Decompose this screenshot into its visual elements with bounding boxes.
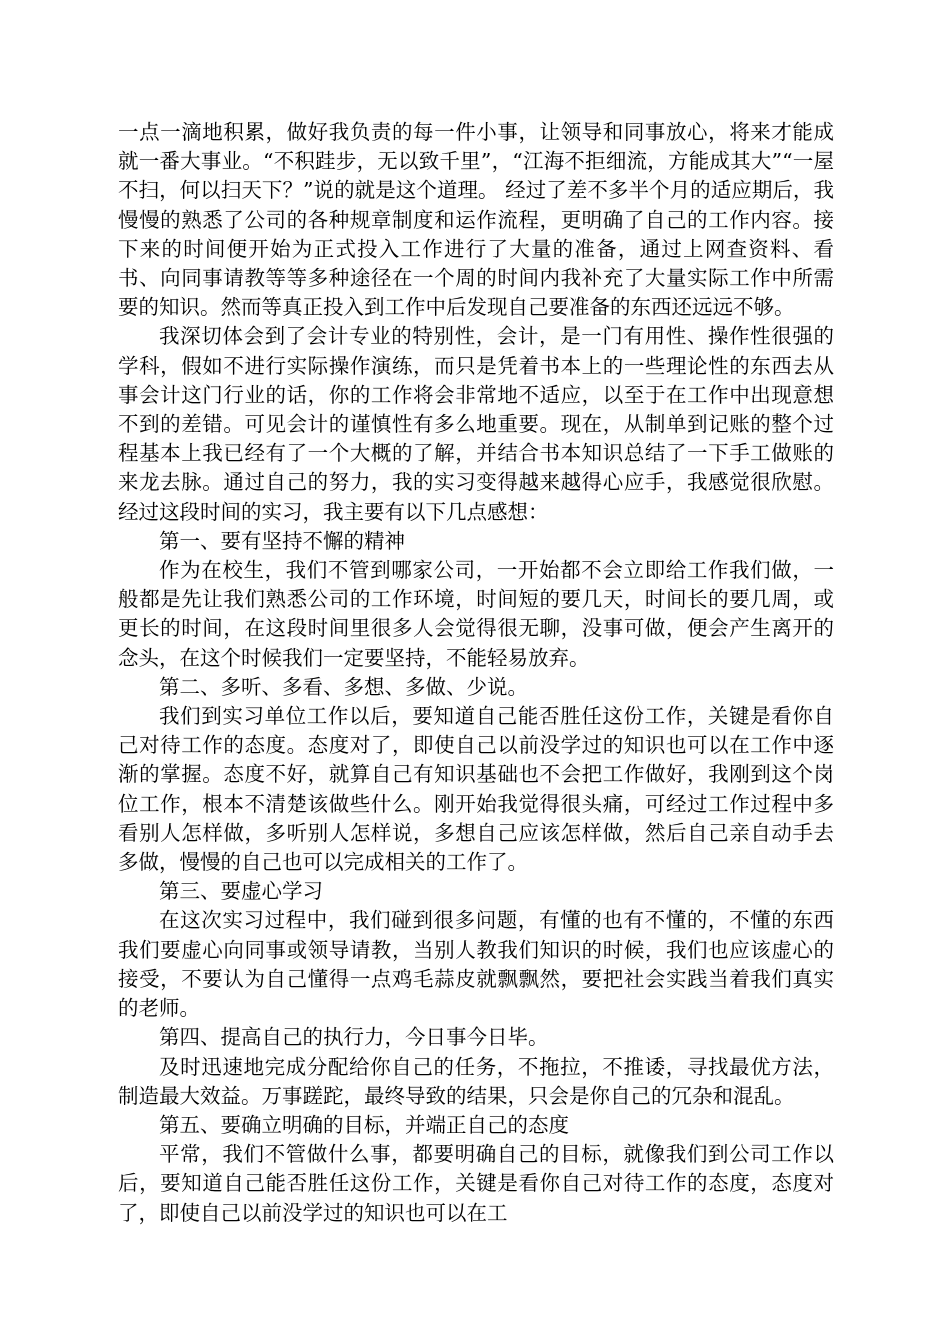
heading-point-1: 第一、要有坚持不懈的精神 xyxy=(159,528,405,553)
paragraph-intro: 一点一滴地积累，做好我负责的每一件小事，让领导和同事放心，将来才能成就一番大事业。“不积跬步，无以致千里”，“江海不拒细流，方能成其大”“一屋不扫，何以扫天下？”说的就是这个道理。 经过了差不多半个月的适应期后，我慢慢的熟悉了公司的各种规章制度和运作流程，更明确了自己的工作内容。接下来的时间便开始为正式投入工作进行了大量的准备，通过上网查资料、看书、向同事请教等等多种途径在一个周的时间内我补充了大量实际工作中所需要的知识。然而等真正投入到工作中后发现自己要准备的东西还远远不够。 xyxy=(118,120,834,320)
heading-point-5: 第五、要确立明确的目标，并端正自己的态度 xyxy=(159,1112,569,1137)
paragraph-point-5: 平常，我们不管做什么事，都要明确自己的目标，就像我们到公司工作以后，要知道自己能否胜任这份工作，关键是看你自己对待工作的态度，态度对了，即使自己以前没学过的知识也可以在工 xyxy=(118,1142,834,1225)
paragraph-point-2: 我们到实习单位工作以后，要知道自己能否胜任这份工作，关键是看你自己对待工作的态度。态度对了，即使自己以前没学过的知识也可以在工作中逐渐的掌握。态度不好，就算自己有知识基础也不会把工作做好，我刚到这个岗位工作，根本不清楚该做些什么。刚开始我觉得很头痛，可经过工作过程中多看别人怎样做，多听别人怎样说，多想自己应该怎样做，然后自己亲自动手去多做，慢慢的自己也可以完成相关的工作了。 xyxy=(118,704,834,875)
paragraph-point-3: 在这次实习过程中，我们碰到很多问题，有懂的也有不懂的，不懂的东西我们要虚心向同事或领导请教，当别人教我们知识的时候，我们也应该虚心的接受，不要认为自己懂得一点鸡毛蒜皮就飘飘然，要把社会实践当着我们真实的老师。 xyxy=(118,908,834,1021)
paragraph-point-1: 作为在校生，我们不管到哪家公司，一开始都不会立即给工作我们做，一般都是先让我们熟悉公司的工作环境，时间短的要几天，时间长的要几周，或更长的时间，在这段时间里很多人会觉得很无聊，没事可做，便会产生离开的念头，在这个时候我们一定要坚持，不能轻易放弃。 xyxy=(118,558,834,670)
heading-point-4: 第四、提高自己的执行力，今日事今日毕。 xyxy=(159,1025,549,1050)
paragraph-accounting-reflection: 我深切体会到了会计专业的特别性，会计，是一门有用性、操作性很强的学科，假如不进行实际操作演练，而只是凭着书本上的一些理论性的东西去从事会计这门行业的话，你的工作将会非常地不适应，以至于在工作中出现意想不到的差错。可见会计的谨慎性有多么地重要。现在，从制单到记账的整个过程基本上我已经有了一个大概的了解，并结合书本知识总结了一下手工做账的来龙去脉。通过自己的努力，我的实习变得越来越得心应手，我感觉很欣慰。经过这段时间的实习，我主要有以下几点感想： xyxy=(118,324,834,524)
heading-point-2: 第二、多听、多看、多想、多做、少说。 xyxy=(159,674,528,699)
paragraph-point-4: 及时迅速地完成分配给你自己的任务，不拖拉，不推诿，寻找最优方法，制造最大效益。万事蹉跎，最终导致的结果，只会是你自己的冗杂和混乱。 xyxy=(118,1054,834,1108)
heading-point-3: 第三、要虚心学习 xyxy=(159,879,323,904)
document-page xyxy=(118,118,834,1228)
